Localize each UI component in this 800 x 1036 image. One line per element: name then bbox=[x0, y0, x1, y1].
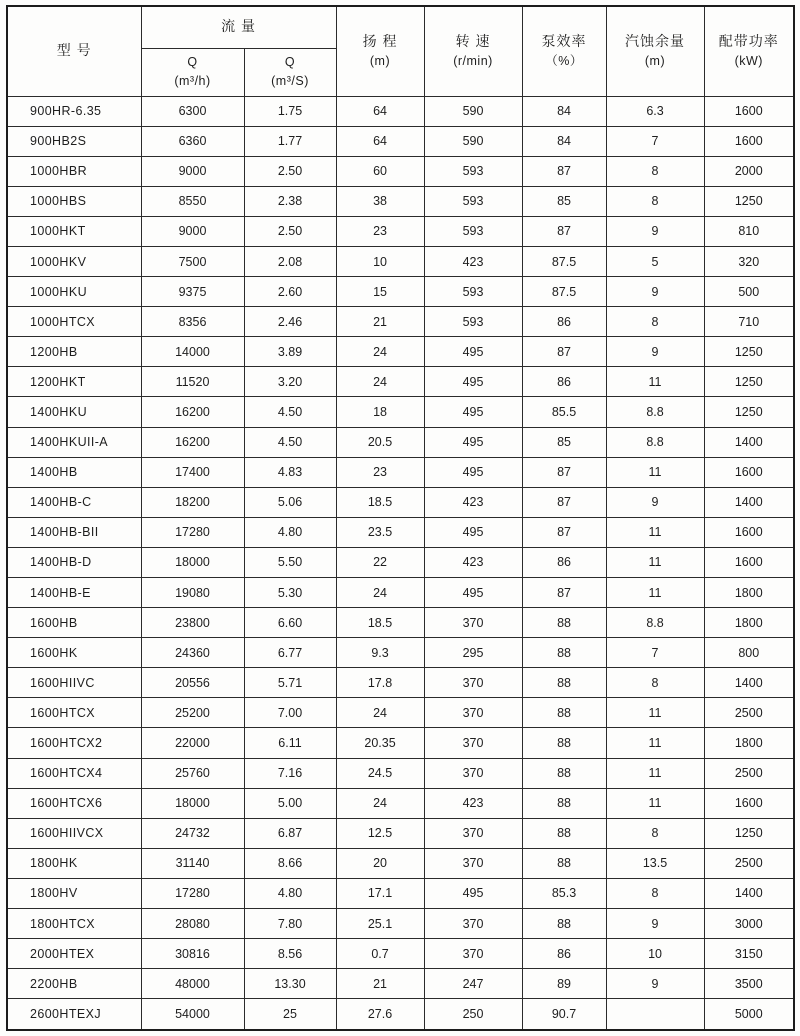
table-row bbox=[7, 367, 794, 397]
cell-qs: 5.50 bbox=[244, 547, 336, 577]
cell-power: 3500 bbox=[704, 969, 794, 999]
table-row bbox=[7, 517, 794, 547]
cell-model: 900HR-6.35 bbox=[7, 96, 141, 126]
cell-power: 320 bbox=[704, 246, 794, 276]
table-row bbox=[7, 216, 794, 246]
cell-head: 23 bbox=[336, 457, 424, 487]
cell-model: 1400HB-E bbox=[7, 578, 141, 608]
cell-head: 17.8 bbox=[336, 668, 424, 698]
cell-speed: 295 bbox=[424, 638, 522, 668]
table-row bbox=[7, 848, 794, 878]
cell-qh: 25200 bbox=[141, 698, 244, 728]
cell-speed: 495 bbox=[424, 878, 522, 908]
cell-speed: 370 bbox=[424, 939, 522, 969]
cell-speed: 495 bbox=[424, 397, 522, 427]
cell-qs: 7.16 bbox=[244, 758, 336, 788]
header-npsh: 汽蚀余量 (m) bbox=[606, 6, 704, 96]
cell-model: 900HB2S bbox=[7, 126, 141, 156]
cell-qs: 2.08 bbox=[244, 246, 336, 276]
cell-speed: 593 bbox=[424, 186, 522, 216]
cell-power: 1250 bbox=[704, 337, 794, 367]
cell-power: 710 bbox=[704, 307, 794, 337]
cell-model: 1600HIIVCX bbox=[7, 818, 141, 848]
cell-eff: 86 bbox=[522, 939, 606, 969]
cell-qh: 9000 bbox=[141, 156, 244, 186]
cell-eff: 90.7 bbox=[522, 999, 606, 1030]
table-row bbox=[7, 186, 794, 216]
cell-model: 1000HKT bbox=[7, 216, 141, 246]
cell-qh: 8550 bbox=[141, 186, 244, 216]
cell-speed: 250 bbox=[424, 999, 522, 1030]
cell-head: 24 bbox=[336, 367, 424, 397]
cell-speed: 495 bbox=[424, 427, 522, 457]
cell-speed: 370 bbox=[424, 909, 522, 939]
cell-power: 1800 bbox=[704, 578, 794, 608]
cell-power: 1800 bbox=[704, 608, 794, 638]
cell-npsh: 8.8 bbox=[606, 397, 704, 427]
cell-qs: 4.83 bbox=[244, 457, 336, 487]
cell-speed: 590 bbox=[424, 126, 522, 156]
cell-model: 1400HKU bbox=[7, 397, 141, 427]
cell-speed: 247 bbox=[424, 969, 522, 999]
cell-qh: 24360 bbox=[141, 638, 244, 668]
cell-qh: 18000 bbox=[141, 547, 244, 577]
cell-head: 23 bbox=[336, 216, 424, 246]
cell-npsh: 13.5 bbox=[606, 848, 704, 878]
cell-model: 1600HTCX bbox=[7, 698, 141, 728]
cell-npsh: 11 bbox=[606, 457, 704, 487]
table-row bbox=[7, 999, 794, 1030]
cell-model: 1200HKT bbox=[7, 367, 141, 397]
cell-eff: 85.5 bbox=[522, 397, 606, 427]
cell-speed: 495 bbox=[424, 367, 522, 397]
cell-npsh: 5 bbox=[606, 246, 704, 276]
cell-speed: 593 bbox=[424, 216, 522, 246]
cell-eff: 86 bbox=[522, 547, 606, 577]
table-row bbox=[7, 638, 794, 668]
cell-head: 24 bbox=[336, 788, 424, 818]
cell-qh: 25760 bbox=[141, 758, 244, 788]
cell-eff: 87 bbox=[522, 487, 606, 517]
table-row bbox=[7, 758, 794, 788]
cell-power: 1250 bbox=[704, 367, 794, 397]
cell-eff: 88 bbox=[522, 698, 606, 728]
cell-power: 1250 bbox=[704, 818, 794, 848]
cell-head: 20.35 bbox=[336, 728, 424, 758]
cell-model: 1400HB-BII bbox=[7, 517, 141, 547]
cell-qs: 1.77 bbox=[244, 126, 336, 156]
cell-npsh: 11 bbox=[606, 728, 704, 758]
cell-speed: 423 bbox=[424, 547, 522, 577]
cell-qh: 54000 bbox=[141, 999, 244, 1030]
table-body bbox=[7, 96, 794, 1030]
cell-qh: 22000 bbox=[141, 728, 244, 758]
cell-model: 1400HB-C bbox=[7, 487, 141, 517]
cell-qs: 2.50 bbox=[244, 156, 336, 186]
cell-head: 10 bbox=[336, 246, 424, 276]
cell-eff: 89 bbox=[522, 969, 606, 999]
cell-model: 1600HK bbox=[7, 638, 141, 668]
cell-head: 18.5 bbox=[336, 487, 424, 517]
cell-model: 1600HTCX6 bbox=[7, 788, 141, 818]
cell-qh: 9375 bbox=[141, 277, 244, 307]
cell-power: 3000 bbox=[704, 909, 794, 939]
cell-model: 2600HTEXJ bbox=[7, 999, 141, 1030]
cell-qh: 28080 bbox=[141, 909, 244, 939]
cell-npsh: 8 bbox=[606, 307, 704, 337]
cell-npsh: 8.8 bbox=[606, 608, 704, 638]
cell-model: 1000HTCX bbox=[7, 307, 141, 337]
cell-qh: 20556 bbox=[141, 668, 244, 698]
cell-qh: 7500 bbox=[141, 246, 244, 276]
cell-qh: 6300 bbox=[141, 96, 244, 126]
cell-npsh: 11 bbox=[606, 788, 704, 818]
cell-qh: 17280 bbox=[141, 878, 244, 908]
cell-model: 2200HB bbox=[7, 969, 141, 999]
cell-model: 1600HB bbox=[7, 608, 141, 638]
table-row bbox=[7, 96, 794, 126]
cell-model: 1600HIIVC bbox=[7, 668, 141, 698]
cell-eff: 85 bbox=[522, 186, 606, 216]
cell-npsh: 9 bbox=[606, 216, 704, 246]
cell-npsh: 8 bbox=[606, 818, 704, 848]
cell-qh: 30816 bbox=[141, 939, 244, 969]
cell-power: 5000 bbox=[704, 999, 794, 1030]
cell-power: 1600 bbox=[704, 788, 794, 818]
cell-eff: 88 bbox=[522, 608, 606, 638]
cell-eff: 88 bbox=[522, 818, 606, 848]
cell-model: 1800HTCX bbox=[7, 909, 141, 939]
header-flow-qh: Q (m³/h) bbox=[141, 48, 244, 96]
header-speed: 转 速 (r/min) bbox=[424, 6, 522, 96]
cell-head: 18 bbox=[336, 397, 424, 427]
table-header bbox=[7, 6, 794, 96]
cell-eff: 84 bbox=[522, 126, 606, 156]
cell-npsh: 11 bbox=[606, 578, 704, 608]
table-row bbox=[7, 818, 794, 848]
cell-eff: 87 bbox=[522, 337, 606, 367]
cell-qs: 2.60 bbox=[244, 277, 336, 307]
cell-speed: 370 bbox=[424, 848, 522, 878]
cell-qs: 6.87 bbox=[244, 818, 336, 848]
cell-power: 2000 bbox=[704, 156, 794, 186]
cell-head: 17.1 bbox=[336, 878, 424, 908]
table-row bbox=[7, 246, 794, 276]
cell-npsh: 11 bbox=[606, 367, 704, 397]
cell-npsh: 9 bbox=[606, 909, 704, 939]
table-row bbox=[7, 939, 794, 969]
cell-npsh: 9 bbox=[606, 969, 704, 999]
cell-power: 810 bbox=[704, 216, 794, 246]
cell-head: 27.6 bbox=[336, 999, 424, 1030]
table-row bbox=[7, 397, 794, 427]
cell-qh: 19080 bbox=[141, 578, 244, 608]
table-row bbox=[7, 277, 794, 307]
cell-eff: 88 bbox=[522, 758, 606, 788]
cell-qh: 18200 bbox=[141, 487, 244, 517]
cell-eff: 86 bbox=[522, 367, 606, 397]
cell-qh: 24732 bbox=[141, 818, 244, 848]
cell-qs: 13.30 bbox=[244, 969, 336, 999]
cell-speed: 423 bbox=[424, 246, 522, 276]
cell-head: 0.7 bbox=[336, 939, 424, 969]
cell-speed: 423 bbox=[424, 788, 522, 818]
cell-eff: 88 bbox=[522, 788, 606, 818]
cell-speed: 370 bbox=[424, 758, 522, 788]
cell-qs: 8.56 bbox=[244, 939, 336, 969]
cell-eff: 85.3 bbox=[522, 878, 606, 908]
cell-power: 800 bbox=[704, 638, 794, 668]
table-row bbox=[7, 728, 794, 758]
header-head: 扬 程 (m) bbox=[336, 6, 424, 96]
cell-eff: 86 bbox=[522, 307, 606, 337]
cell-head: 38 bbox=[336, 186, 424, 216]
cell-npsh: 6.3 bbox=[606, 96, 704, 126]
cell-speed: 593 bbox=[424, 277, 522, 307]
cell-eff: 87 bbox=[522, 457, 606, 487]
cell-qh: 8356 bbox=[141, 307, 244, 337]
header-flow-label: 流 量 bbox=[221, 18, 256, 35]
table-row bbox=[7, 487, 794, 517]
table-row bbox=[7, 337, 794, 367]
cell-speed: 495 bbox=[424, 517, 522, 547]
cell-model: 2000HTEX bbox=[7, 939, 141, 969]
cell-speed: 593 bbox=[424, 156, 522, 186]
cell-head: 21 bbox=[336, 307, 424, 337]
cell-qs: 6.77 bbox=[244, 638, 336, 668]
cell-qs: 2.50 bbox=[244, 216, 336, 246]
header-power: 配带功率 (kW) bbox=[704, 6, 794, 96]
cell-head: 22 bbox=[336, 547, 424, 577]
cell-npsh: 8 bbox=[606, 156, 704, 186]
cell-qh: 16200 bbox=[141, 427, 244, 457]
cell-head: 20 bbox=[336, 848, 424, 878]
cell-power: 2500 bbox=[704, 758, 794, 788]
table-row bbox=[7, 909, 794, 939]
cell-head: 24 bbox=[336, 578, 424, 608]
cell-qh: 18000 bbox=[141, 788, 244, 818]
cell-power: 1250 bbox=[704, 397, 794, 427]
header-model-label: 型 号 bbox=[56, 42, 92, 59]
table-row bbox=[7, 608, 794, 638]
cell-model: 1600HTCX4 bbox=[7, 758, 141, 788]
cell-power: 1400 bbox=[704, 427, 794, 457]
cell-speed: 370 bbox=[424, 728, 522, 758]
table-row bbox=[7, 788, 794, 818]
cell-power: 1600 bbox=[704, 547, 794, 577]
cell-qs: 6.60 bbox=[244, 608, 336, 638]
cell-qs: 4.80 bbox=[244, 517, 336, 547]
cell-eff: 87 bbox=[522, 517, 606, 547]
header-efficiency: 泵效率 （%） bbox=[522, 6, 606, 96]
cell-speed: 593 bbox=[424, 307, 522, 337]
cell-power: 3150 bbox=[704, 939, 794, 969]
header-flow bbox=[141, 6, 336, 48]
cell-model: 1200HB bbox=[7, 337, 141, 367]
cell-eff: 87.5 bbox=[522, 277, 606, 307]
cell-eff: 87 bbox=[522, 156, 606, 186]
cell-qh: 23800 bbox=[141, 608, 244, 638]
header-model bbox=[7, 6, 141, 96]
cell-npsh: 9 bbox=[606, 487, 704, 517]
cell-power: 1800 bbox=[704, 728, 794, 758]
cell-npsh: 9 bbox=[606, 337, 704, 367]
cell-qs: 5.06 bbox=[244, 487, 336, 517]
table-row bbox=[7, 126, 794, 156]
cell-npsh: 7 bbox=[606, 638, 704, 668]
cell-speed: 495 bbox=[424, 337, 522, 367]
cell-qs: 2.46 bbox=[244, 307, 336, 337]
cell-npsh: 11 bbox=[606, 517, 704, 547]
cell-head: 24 bbox=[336, 698, 424, 728]
cell-head: 64 bbox=[336, 96, 424, 126]
cell-head: 9.3 bbox=[336, 638, 424, 668]
cell-qs: 3.20 bbox=[244, 367, 336, 397]
cell-head: 18.5 bbox=[336, 608, 424, 638]
cell-npsh: 7 bbox=[606, 126, 704, 156]
cell-model: 1600HTCX2 bbox=[7, 728, 141, 758]
cell-qs: 4.50 bbox=[244, 427, 336, 457]
cell-head: 21 bbox=[336, 969, 424, 999]
cell-eff: 88 bbox=[522, 728, 606, 758]
cell-power: 1600 bbox=[704, 457, 794, 487]
cell-qs: 4.50 bbox=[244, 397, 336, 427]
cell-power: 2500 bbox=[704, 698, 794, 728]
cell-qs: 7.00 bbox=[244, 698, 336, 728]
cell-npsh: 8 bbox=[606, 878, 704, 908]
cell-qh: 16200 bbox=[141, 397, 244, 427]
cell-power: 1400 bbox=[704, 878, 794, 908]
cell-qh: 14000 bbox=[141, 337, 244, 367]
cell-qs: 5.71 bbox=[244, 668, 336, 698]
cell-qs: 4.80 bbox=[244, 878, 336, 908]
cell-head: 20.5 bbox=[336, 427, 424, 457]
table-row bbox=[7, 427, 794, 457]
cell-qh: 9000 bbox=[141, 216, 244, 246]
cell-power: 1400 bbox=[704, 668, 794, 698]
cell-qs: 5.30 bbox=[244, 578, 336, 608]
cell-speed: 423 bbox=[424, 487, 522, 517]
cell-speed: 370 bbox=[424, 698, 522, 728]
cell-eff: 85 bbox=[522, 427, 606, 457]
cell-npsh: 10 bbox=[606, 939, 704, 969]
pump-spec-table bbox=[6, 5, 795, 1031]
table-row bbox=[7, 156, 794, 186]
table-row bbox=[7, 668, 794, 698]
cell-head: 25.1 bbox=[336, 909, 424, 939]
cell-qs: 1.75 bbox=[244, 96, 336, 126]
cell-speed: 495 bbox=[424, 578, 522, 608]
cell-model: 1400HKUII-A bbox=[7, 427, 141, 457]
cell-npsh: 9 bbox=[606, 277, 704, 307]
cell-npsh: 8.8 bbox=[606, 427, 704, 457]
cell-head: 64 bbox=[336, 126, 424, 156]
cell-eff: 87 bbox=[522, 578, 606, 608]
cell-power: 1600 bbox=[704, 96, 794, 126]
cell-eff: 87.5 bbox=[522, 246, 606, 276]
cell-qs: 7.80 bbox=[244, 909, 336, 939]
cell-qs: 8.66 bbox=[244, 848, 336, 878]
cell-head: 60 bbox=[336, 156, 424, 186]
cell-eff: 88 bbox=[522, 848, 606, 878]
cell-head: 24.5 bbox=[336, 758, 424, 788]
cell-eff: 87 bbox=[522, 216, 606, 246]
cell-model: 1000HKU bbox=[7, 277, 141, 307]
table-row bbox=[7, 457, 794, 487]
cell-power: 2500 bbox=[704, 848, 794, 878]
cell-head: 24 bbox=[336, 337, 424, 367]
cell-speed: 370 bbox=[424, 818, 522, 848]
table-row bbox=[7, 547, 794, 577]
cell-eff: 88 bbox=[522, 909, 606, 939]
cell-power: 1400 bbox=[704, 487, 794, 517]
cell-model: 1400HB-D bbox=[7, 547, 141, 577]
cell-npsh: 11 bbox=[606, 547, 704, 577]
cell-speed: 590 bbox=[424, 96, 522, 126]
cell-power: 1250 bbox=[704, 186, 794, 216]
cell-model: 1800HK bbox=[7, 848, 141, 878]
cell-power: 1600 bbox=[704, 126, 794, 156]
cell-qh: 17400 bbox=[141, 457, 244, 487]
cell-model: 1000HBR bbox=[7, 156, 141, 186]
cell-eff: 88 bbox=[522, 638, 606, 668]
cell-speed: 495 bbox=[424, 457, 522, 487]
cell-qh: 48000 bbox=[141, 969, 244, 999]
cell-qh: 31140 bbox=[141, 848, 244, 878]
cell-speed: 370 bbox=[424, 608, 522, 638]
cell-npsh bbox=[606, 999, 704, 1030]
header-flow-qs: Q (m³/S) bbox=[244, 48, 336, 96]
cell-qh: 6360 bbox=[141, 126, 244, 156]
cell-model: 1000HKV bbox=[7, 246, 141, 276]
cell-qh: 17280 bbox=[141, 517, 244, 547]
cell-model: 1000HBS bbox=[7, 186, 141, 216]
cell-qs: 5.00 bbox=[244, 788, 336, 818]
table-row bbox=[7, 969, 794, 999]
cell-qs: 6.11 bbox=[244, 728, 336, 758]
cell-head: 12.5 bbox=[336, 818, 424, 848]
cell-eff: 88 bbox=[522, 668, 606, 698]
cell-npsh: 8 bbox=[606, 668, 704, 698]
cell-qs: 3.89 bbox=[244, 337, 336, 367]
cell-npsh: 11 bbox=[606, 698, 704, 728]
cell-head: 23.5 bbox=[336, 517, 424, 547]
cell-head: 15 bbox=[336, 277, 424, 307]
table-row bbox=[7, 698, 794, 728]
cell-model: 1800HV bbox=[7, 878, 141, 908]
cell-eff: 84 bbox=[522, 96, 606, 126]
cell-speed: 370 bbox=[424, 668, 522, 698]
cell-npsh: 8 bbox=[606, 186, 704, 216]
cell-qs: 2.38 bbox=[244, 186, 336, 216]
cell-power: 1600 bbox=[704, 517, 794, 547]
table-row bbox=[7, 878, 794, 908]
cell-qs: 25 bbox=[244, 999, 336, 1030]
cell-qh: 11520 bbox=[141, 367, 244, 397]
cell-npsh: 11 bbox=[606, 758, 704, 788]
table-row bbox=[7, 307, 794, 337]
cell-power: 500 bbox=[704, 277, 794, 307]
cell-model: 1400HB bbox=[7, 457, 141, 487]
table-row bbox=[7, 578, 794, 608]
